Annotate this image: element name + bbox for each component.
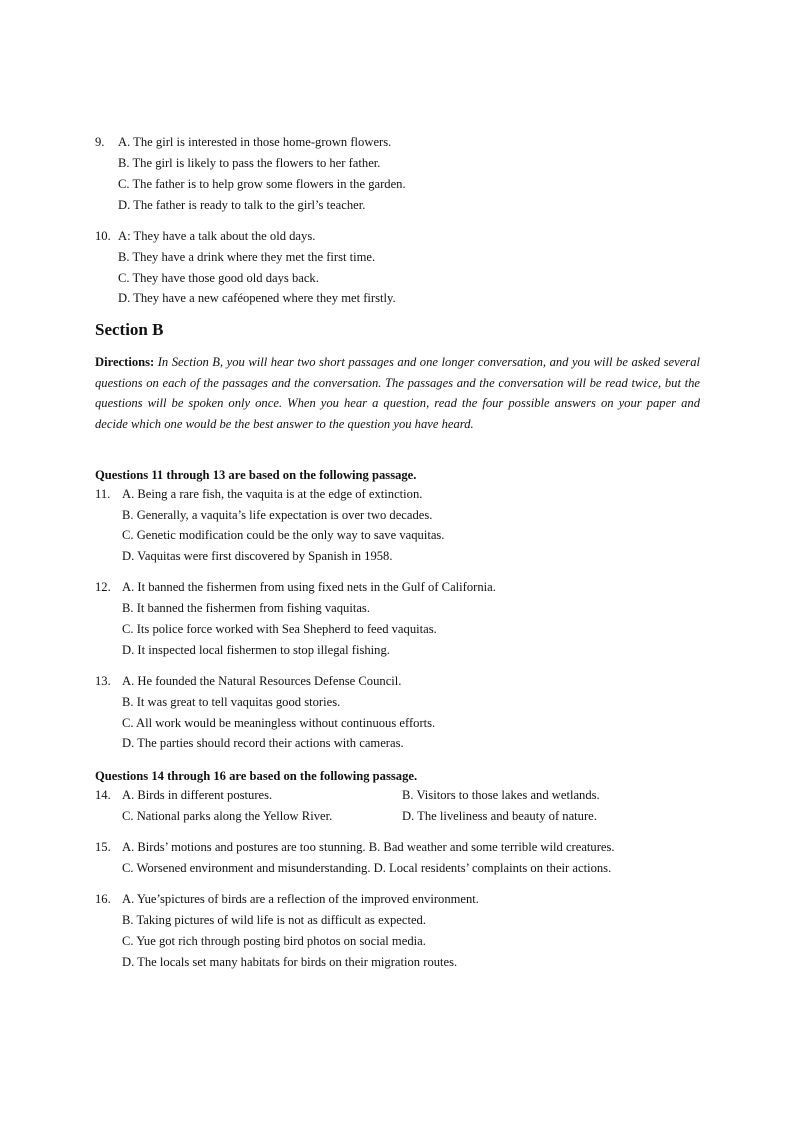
question-number: 15.	[95, 840, 111, 854]
option-d: D. The locals set many habitats for birds on their migration routes.	[122, 955, 458, 969]
question-number: 14.	[95, 788, 111, 802]
options-line-cd: C. Worsened environment and misunderstanding. D. Local residents’ complaints on their actions.	[122, 861, 612, 875]
option-b: B. It was great to tell vaquitas good stories.	[122, 695, 341, 709]
option-a: A. It banned the fishermen from using fixed nets in the Gulf of California.	[122, 580, 496, 594]
section-title: Section B	[95, 320, 164, 339]
option-b: B. They have a drink where they met the first time.	[118, 250, 376, 264]
option-a: A. The girl is interested in those home-grown flowers.	[118, 135, 392, 149]
question-number: 10.	[95, 229, 111, 243]
option-a: A. Yue’spictures of birds are a reflection of the improved environment.	[122, 892, 479, 906]
option-a: A. Being a rare fish, the vaquita is at the edge of extinction.	[122, 487, 423, 501]
option-c: C. Its police force worked with Sea Shepherd to feed vaquitas.	[122, 622, 437, 636]
question-number: 12.	[95, 580, 111, 594]
directions-paragraph	[95, 352, 700, 434]
option-d: D. The liveliness and beauty of nature.	[402, 809, 597, 823]
option-c: C. The father is to help grow some flowers in the garden.	[118, 177, 406, 191]
option-c: C. All work would be meaningless without continuous efforts.	[122, 716, 436, 730]
option-b: B. It banned the fishermen from fishing vaquitas.	[122, 601, 370, 615]
option-a: A: They have a talk about the old days.	[118, 229, 316, 243]
option-c: C. Genetic modification could be the only way to save vaquitas.	[122, 528, 445, 542]
option-d: D. The parties should record their actions with cameras.	[122, 736, 404, 750]
option-b: B. Generally, a vaquita’s life expectation is over two decades.	[122, 508, 433, 522]
option-c: C. National parks along the Yellow River.	[122, 809, 333, 823]
option-b: B. The girl is likely to pass the flowers to her father.	[118, 156, 381, 170]
options-line-ab: A. Birds’ motions and postures are too stunning. B. Bad weather and some terrible wild creatures.	[122, 840, 615, 854]
question-number: 11.	[95, 487, 111, 501]
option-d: D. The father is ready to talk to the girl’s teacher.	[118, 198, 366, 212]
directions-label: Directions:	[95, 355, 155, 369]
question-number: 13.	[95, 674, 111, 688]
option-d: D. Vaquitas were first discovered by Spanish in 1958.	[122, 549, 393, 563]
option-b: B. Taking pictures of wild life is not as difficult as expected.	[122, 913, 426, 927]
question-number: 16.	[95, 892, 111, 906]
option-c: C. They have those good old days back.	[118, 271, 319, 285]
question-number: 9.	[95, 135, 105, 149]
option-a: A. Birds in different postures.	[122, 788, 273, 802]
questions-14-16-heading: Questions 14 through 16 are based on the following passage.	[95, 769, 418, 783]
option-c: C. Yue got rich through posting bird photos on social media.	[122, 934, 426, 948]
option-a: A. He founded the Natural Resources Defense Council.	[122, 674, 402, 688]
directions-text: In Section B, you will hear two short passages and one longer conversation, and you will be asked several questions on each of the passages and the conversation. The passages and the conversation will be read twice, but the questions will be spoken only once. When you hear a question, read the four possible answers on your paper and decide which one would be the best answer to the question you have heard.	[95, 355, 700, 431]
option-d: D. They have a new caféopened where they met firstly.	[118, 291, 396, 305]
option-d: D. It inspected local fishermen to stop illegal fishing.	[122, 643, 390, 657]
questions-11-13-heading: Questions 11 through 13 are based on the following passage.	[95, 468, 417, 482]
option-b: B. Visitors to those lakes and wetlands.	[402, 788, 600, 802]
